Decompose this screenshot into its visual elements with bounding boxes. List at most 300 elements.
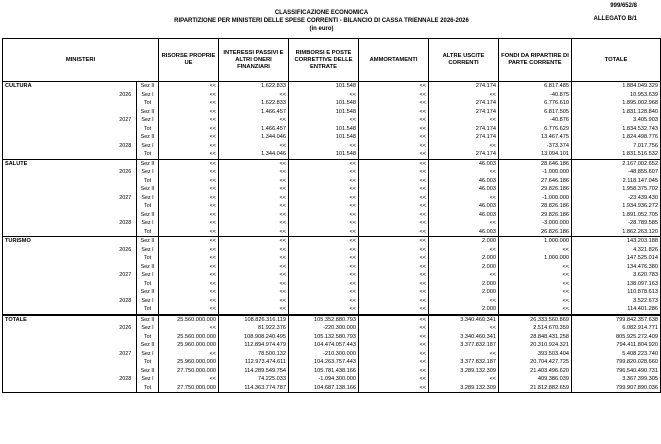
year-cell [115,177,137,186]
value-cell: << [159,116,219,125]
col-header-interessi: INTERESSI PASSIVI E ALTRI ONERI FINANZIARI [219,39,289,82]
value-cell: << [289,194,359,203]
value-cell: << [359,142,429,151]
value-cell: 794.411.804.920 [572,341,661,350]
value-cell: << [359,297,429,306]
year-cell [115,82,137,91]
value-cell: 110.878.613 [572,288,661,297]
ministry-label [3,202,115,211]
value-cell: << [359,288,429,297]
section-cell: Tot [137,228,159,237]
value-cell: << [429,375,499,384]
year-cell: 2028 [115,375,137,384]
value-cell: 2.000 [429,237,499,246]
value-cell: << [359,108,429,117]
value-cell: << [159,211,219,220]
year-cell: 2026 [115,168,137,177]
table-row [3,228,661,237]
value-cell: 78.500.132 [219,350,289,359]
value-cell: << [159,150,219,159]
year-cell [115,333,137,342]
value-cell: 6.082.914.771 [572,324,661,333]
value-cell: 6.776.610 [499,99,572,108]
value-cell: 274.174 [429,82,499,91]
value-cell: 46.003 [429,185,499,194]
value-cell: << [429,219,499,228]
title-line-3: (in euro) [309,26,334,32]
value-cell: << [429,350,499,359]
value-cell: 393.503.404 [499,350,572,359]
section-cell: Sez I [137,168,159,177]
value-cell: 46.003 [429,177,499,186]
value-cell: << [289,168,359,177]
value-cell: << [359,333,429,342]
value-cell: << [219,202,289,211]
value-cell: 1.958.375.702 [572,185,661,194]
section-cell: Sez II [137,108,159,117]
value-cell: 1.891.052.705 [572,211,661,220]
value-cell: << [159,228,219,237]
value-cell: << [219,237,289,246]
value-cell: << [219,91,289,100]
value-cell: << [159,350,219,359]
value-cell: << [429,297,499,306]
value-cell: 147.525.014 [572,254,661,263]
value-cell: 104.474.057.443 [289,341,359,350]
value-cell: << [219,271,289,280]
col-header-totale: TOTALE [572,39,661,82]
table-row [3,168,661,177]
value-cell: << [219,263,289,272]
value-cell: << [219,219,289,228]
value-cell: 274.174 [429,150,499,159]
value-cell: 46.003 [429,228,499,237]
value-cell: << [359,384,429,393]
value-cell: << [359,150,429,159]
value-cell: << [289,185,359,194]
section-cell: Sez II [137,185,159,194]
title-block [0,9,643,33]
value-cell: << [159,271,219,280]
table-row [3,297,661,306]
value-cell: << [429,194,499,203]
value-cell: << [219,228,289,237]
value-cell: 3.340.460.341 [429,315,499,325]
value-cell: << [219,211,289,220]
value-cell: 108.908.240.495 [219,333,289,342]
value-cell: 114.289.549.754 [219,367,289,376]
value-cell: 10.953.639 [572,91,661,100]
table-body [3,82,661,393]
title-line-2: RIPARTIZIONE PER MINISTERI DELLE SPESE CORRENTI - BILANCIO DI CASSA TRIENNALE 2026-2026 [174,18,469,24]
ministry-label: TOTALE [3,315,115,325]
value-cell: 1.831.128.840 [572,108,661,117]
value-cell: -28.789.585 [572,219,661,228]
value-cell: 74.225.033 [219,375,289,384]
value-cell: << [159,375,219,384]
table-row [3,177,661,186]
section-cell: Sez II [137,341,159,350]
col-header-altre-uscite: ALTRE USCITE CORRENTI [429,39,499,82]
value-cell: 1.344.046 [219,150,289,159]
value-cell: 105.132.580.793 [289,333,359,342]
section-cell: Sez I [137,219,159,228]
ministry-label [3,288,115,297]
value-cell: << [359,324,429,333]
ministry-label [3,177,115,186]
value-cell: 134.476.380 [572,263,661,272]
col-header-ammortamenti: AMMORTAMENTI [359,39,429,82]
value-cell: << [359,375,429,384]
value-cell: << [359,219,429,228]
col-header-rimborsi: RIMBORSI E POSTE CORRETTIVE DELLE ENTRATE [289,39,359,82]
value-cell: 274.174 [429,125,499,134]
title-line-1: CLASSIFICAZIONE ECONOMICA [274,10,369,16]
section-cell: Tot [137,305,159,315]
value-cell: << [359,315,429,325]
value-cell: << [219,177,289,186]
value-cell: << [289,254,359,263]
value-cell: << [289,159,359,168]
value-cell: 29.826.186 [499,185,572,194]
section-cell: Sez I [137,91,159,100]
value-cell: 2.000 [429,288,499,297]
section-cell: Sez I [137,324,159,333]
value-cell: 81.922.376 [219,324,289,333]
table-row [3,254,661,263]
col-header-risorse: RISORSE PROPRIE UE [159,39,219,82]
ministry-label [3,194,115,203]
ministry-label [3,91,115,100]
value-cell: << [159,168,219,177]
section-cell: Sez I [137,297,159,306]
section-cell: Sez II [137,367,159,376]
value-cell: << [219,194,289,203]
year-cell [115,237,137,246]
value-cell: 5.408.223.740 [572,350,661,359]
value-cell: 3.377.832.187 [429,358,499,367]
value-cell: << [289,288,359,297]
ministry-label [3,228,115,237]
value-cell: << [289,271,359,280]
table-row [3,108,661,117]
value-cell: 27.750.000.000 [159,367,219,376]
year-cell [115,358,137,367]
value-cell: 3.620.783 [572,271,661,280]
value-cell: 108.826.316.119 [219,315,289,325]
value-cell: << [289,202,359,211]
table-row [3,246,661,255]
value-cell: 46.003 [429,211,499,220]
value-cell: << [359,168,429,177]
value-cell: << [159,246,219,255]
ministry-label [3,305,115,315]
ministry-label [3,350,115,359]
value-cell: << [429,116,499,125]
value-cell: << [159,280,219,289]
value-cell: << [289,246,359,255]
value-cell: << [359,228,429,237]
section-cell: Tot [137,280,159,289]
value-cell: << [429,168,499,177]
section-cell: Tot [137,99,159,108]
year-cell [115,315,137,325]
value-cell: 143.203.188 [572,237,661,246]
value-cell: 2.000 [429,263,499,272]
value-cell: << [289,297,359,306]
year-cell: 2028 [115,297,137,306]
value-cell: 274.174 [429,108,499,117]
year-cell [115,125,137,134]
value-cell: << [289,211,359,220]
value-cell: << [359,271,429,280]
value-cell: -1.000.000 [499,168,572,177]
value-cell: << [159,202,219,211]
value-cell: 46.003 [429,159,499,168]
section-cell: Sez I [137,194,159,203]
value-cell: 101.548 [289,99,359,108]
year-cell [115,150,137,159]
value-cell: << [429,142,499,151]
table-row [3,219,661,228]
value-cell: << [219,142,289,151]
table-row [3,82,661,91]
value-cell: << [499,271,572,280]
value-cell: 3.289.132.309 [429,367,499,376]
value-cell: 20.704.427.725 [499,358,572,367]
ministry-label [3,280,115,289]
value-cell: -3.000.000 [499,219,572,228]
ministry-label [3,254,115,263]
table-row [3,263,661,272]
year-cell [115,254,137,263]
table-row [3,341,661,350]
year-cell: 2028 [115,142,137,151]
value-cell: << [219,116,289,125]
col-header-fondi: FONDI DA RIPARTIRE DI PARTE CORRENTE [499,39,572,82]
year-cell [115,159,137,168]
value-cell: << [159,125,219,134]
value-cell: 7.017.756 [572,142,661,151]
section-cell: Sez II [137,159,159,168]
year-cell: 2026 [115,91,137,100]
value-cell: 46.003 [429,202,499,211]
value-cell: 1.834.532.743 [572,125,661,134]
value-cell: << [159,237,219,246]
ministry-label [3,263,115,272]
value-cell: 1.824.498.776 [572,133,661,142]
value-cell: 796.540.490.731 [572,367,661,376]
value-cell: -373.374 [499,142,572,151]
ministry-label [3,150,115,159]
col-header-ministeri: MINISTERI [3,39,159,82]
attachment-label: ALLEGATO B/1 [593,16,637,22]
value-cell: 13.094.101 [499,150,572,159]
ministry-label [3,384,115,393]
table-row [3,91,661,100]
ministry-label [3,324,115,333]
header-row [3,39,661,82]
value-cell: << [219,254,289,263]
table-row [3,350,661,359]
value-cell: << [159,108,219,117]
value-cell: 2.000 [429,254,499,263]
value-cell: 274.174 [429,133,499,142]
value-cell: 104.687.138.166 [289,384,359,393]
table-row [3,315,661,325]
table-row [3,333,661,342]
value-cell: << [359,237,429,246]
value-cell: << [429,246,499,255]
value-cell: 21.812.882.659 [499,384,572,393]
year-cell [115,228,137,237]
value-cell: << [359,82,429,91]
value-cell: 4.321.826 [572,246,661,255]
value-cell: 409.386.039 [499,375,572,384]
ministry-label [3,99,115,108]
year-cell [115,185,137,194]
value-cell: 3.340.460.341 [429,333,499,342]
value-cell: << [429,271,499,280]
value-cell: << [359,91,429,100]
section-cell: Sez I [137,271,159,280]
value-cell: 20.310.924.321 [499,341,572,350]
section-cell: Sez II [137,315,159,325]
value-cell: << [359,350,429,359]
section-cell: Sez II [137,237,159,246]
ministry-label [3,219,115,228]
value-cell: 104.263.757.443 [289,358,359,367]
value-cell: 101.548 [289,108,359,117]
value-cell: << [359,305,429,315]
value-cell: 27.750.000.000 [159,384,219,393]
year-cell [115,108,137,117]
value-cell: << [289,280,359,289]
year-cell [115,280,137,289]
table-row [3,150,661,159]
value-cell: 101.548 [289,133,359,142]
value-cell: -220.300.000 [289,324,359,333]
value-cell: 1.862.263.120 [572,228,661,237]
value-cell: 26.826.186 [499,228,572,237]
section-cell: Sez I [137,246,159,255]
value-cell: << [429,91,499,100]
value-cell: 3.289.132.309 [429,384,499,393]
value-cell: << [219,159,289,168]
ministry-label [3,333,115,342]
table-row [3,99,661,108]
value-cell: 1.895.002.968 [572,99,661,108]
value-cell: 274.174 [429,99,499,108]
value-cell: 25.560.000.000 [159,315,219,325]
year-cell [115,211,137,220]
value-cell: 2.000 [429,280,499,289]
value-cell: 101.548 [289,125,359,134]
year-cell [115,305,137,315]
value-cell: << [359,194,429,203]
value-cell: 28.826.186 [499,202,572,211]
value-cell: << [289,177,359,186]
value-cell: << [499,246,572,255]
value-cell: 2.000 [429,305,499,315]
value-cell: << [359,280,429,289]
value-cell: 25.960.000.000 [159,358,219,367]
value-cell: 1.622.833 [219,82,289,91]
section-cell: Tot [137,202,159,211]
value-cell: 1.344.046 [219,133,289,142]
table-row [3,367,661,376]
ministry-label [3,185,115,194]
table-row [3,384,661,393]
value-cell: << [289,142,359,151]
spending-table [2,38,661,393]
section-cell: Tot [137,150,159,159]
year-cell [115,367,137,376]
value-cell: << [219,305,289,315]
ministry-label [3,211,115,220]
value-cell: << [159,263,219,272]
table-row [3,185,661,194]
value-cell: 26.333.560.869 [499,315,572,325]
value-cell: << [159,254,219,263]
section-cell: Sez I [137,350,159,359]
value-cell: 6.817.485 [499,82,572,91]
section-cell: Sez I [137,375,159,384]
section-cell: Tot [137,254,159,263]
value-cell: 114.401.286 [572,305,661,315]
ministry-label: TURISMO [3,237,115,246]
section-cell: Sez II [137,263,159,272]
value-cell: 105.352.880.793 [289,315,359,325]
year-cell: 2028 [115,219,137,228]
table-row [3,211,661,220]
section-cell: Sez II [137,133,159,142]
ministry-label [3,125,115,134]
value-cell: 105.781.438.166 [289,367,359,376]
value-cell: << [159,194,219,203]
ministry-label [3,367,115,376]
table-row [3,202,661,211]
table-row [3,194,661,203]
value-cell: << [359,246,429,255]
value-cell: << [359,177,429,186]
value-cell: 28.646.186 [499,159,572,168]
section-cell: Tot [137,125,159,134]
value-cell: 3.405.903 [572,116,661,125]
value-cell: << [499,280,572,289]
value-cell: << [359,358,429,367]
value-cell: << [499,297,572,306]
year-cell [115,133,137,142]
value-cell: -210.300.000 [289,350,359,359]
ministry-label [3,358,115,367]
ministry-label: SALUTE [3,159,115,168]
value-cell: 101.548 [289,82,359,91]
value-cell: << [359,159,429,168]
value-cell: 25.560.000.000 [159,333,219,342]
value-cell: << [499,305,572,315]
value-cell: 138.097.163 [572,280,661,289]
value-cell: 13.467.475 [499,133,572,142]
value-cell: 112.973.474.611 [219,358,289,367]
value-cell: << [359,263,429,272]
value-cell: << [219,168,289,177]
value-cell: 799.907.890.036 [572,384,661,393]
section-cell: Tot [137,358,159,367]
section-cell: Sez II [137,211,159,220]
ministry-label [3,271,115,280]
value-cell: << [219,246,289,255]
